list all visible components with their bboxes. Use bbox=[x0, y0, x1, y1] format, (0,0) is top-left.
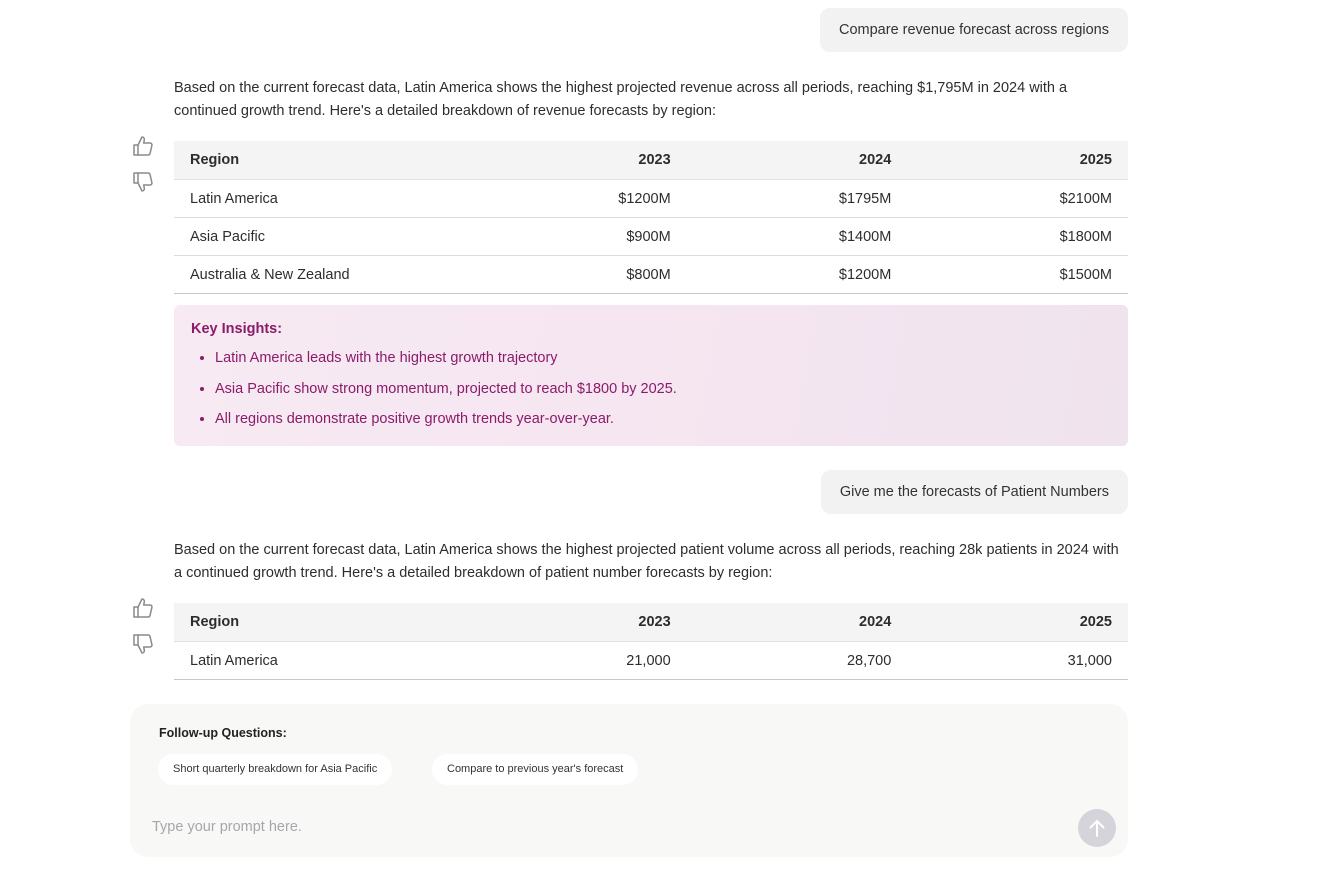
table-row bbox=[174, 642, 1128, 680]
user-message: Compare revenue forecast across regions bbox=[820, 8, 1128, 52]
followup-title: Follow-up Questions: bbox=[159, 726, 287, 740]
table-header-row bbox=[174, 603, 1128, 642]
feedback-controls bbox=[130, 133, 158, 205]
table-cell: $900M bbox=[466, 218, 687, 256]
table-cell: 31,000 bbox=[907, 642, 1128, 680]
table-cell: $1200M bbox=[466, 180, 687, 218]
arrow-up-icon bbox=[1078, 809, 1116, 847]
column-header: Region bbox=[174, 603, 466, 642]
table-cell: Asia Pacific bbox=[174, 218, 466, 256]
revenue-forecast-table bbox=[174, 141, 1128, 294]
column-header: 2025 bbox=[907, 603, 1128, 642]
thumbs-up-icon[interactable] bbox=[130, 595, 156, 621]
user-message: Give me the forecasts of Patient Numbers bbox=[821, 470, 1128, 514]
list-item: • Latin America leads with the highest growth trajectory bbox=[215, 349, 1111, 367]
column-header: 2024 bbox=[687, 141, 908, 180]
table-row bbox=[174, 218, 1128, 256]
key-insights-list bbox=[191, 349, 1111, 428]
assistant-response-text: Based on the current forecast data, Latin America shows the highest projected revenue across all periods, reaching $1,795M in 2024 with a continued growth trend. Here's a detailed breakdown of revenue forecasts by region: bbox=[174, 80, 1068, 119]
table-cell: $1795M bbox=[687, 180, 908, 218]
feedback-controls bbox=[130, 595, 158, 667]
column-header: 2023 bbox=[466, 603, 687, 642]
table-cell: $1400M bbox=[687, 218, 908, 256]
thumbs-down-icon[interactable] bbox=[130, 169, 156, 195]
table-cell: Latin America bbox=[174, 180, 466, 218]
prompt-composer bbox=[130, 704, 1128, 857]
table-cell: $1500M bbox=[907, 256, 1128, 294]
followup-chip[interactable]: Compare to previous year's forecast bbox=[432, 754, 638, 785]
table-row bbox=[174, 256, 1128, 294]
table-cell: $2100M bbox=[907, 180, 1128, 218]
table-cell: $800M bbox=[466, 256, 687, 294]
patient-forecast-table bbox=[174, 603, 1128, 680]
column-header: 2024 bbox=[687, 603, 908, 642]
send-button[interactable] bbox=[1078, 809, 1116, 847]
thumbs-up-icon[interactable] bbox=[130, 133, 156, 159]
table-header-row bbox=[174, 141, 1128, 180]
table-cell: $1200M bbox=[687, 256, 908, 294]
key-insights-box bbox=[174, 305, 1128, 446]
list-item: • All regions demonstrate positive growth trends year-over-year. bbox=[215, 410, 1111, 428]
table-cell: Australia & New Zealand bbox=[174, 256, 466, 294]
column-header: Region bbox=[174, 141, 466, 180]
assistant-response-text: Based on the current forecast data, Latin America shows the highest projected patient volume across all periods, reaching 28k patients in 2024 with a continued growth trend. Here's a detailed breakdown of patient number forecasts by region: bbox=[174, 542, 1119, 581]
key-insights-title: Key Insights: bbox=[191, 321, 283, 337]
table-row bbox=[174, 180, 1128, 218]
prompt-input[interactable] bbox=[150, 814, 1054, 840]
table-cell: 28,700 bbox=[687, 642, 908, 680]
list-item: • Asia Pacific show strong momentum, projected to reach $1800 by 2025. bbox=[215, 380, 1111, 398]
table-cell: 21,000 bbox=[466, 642, 687, 680]
table-cell: Latin America bbox=[174, 642, 466, 680]
column-header: 2025 bbox=[907, 141, 1128, 180]
table-cell: $1800M bbox=[907, 218, 1128, 256]
followup-chip[interactable]: Short quarterly breakdown for Asia Pacific bbox=[158, 754, 392, 785]
column-header: 2023 bbox=[466, 141, 687, 180]
thumbs-down-icon[interactable] bbox=[130, 631, 156, 657]
